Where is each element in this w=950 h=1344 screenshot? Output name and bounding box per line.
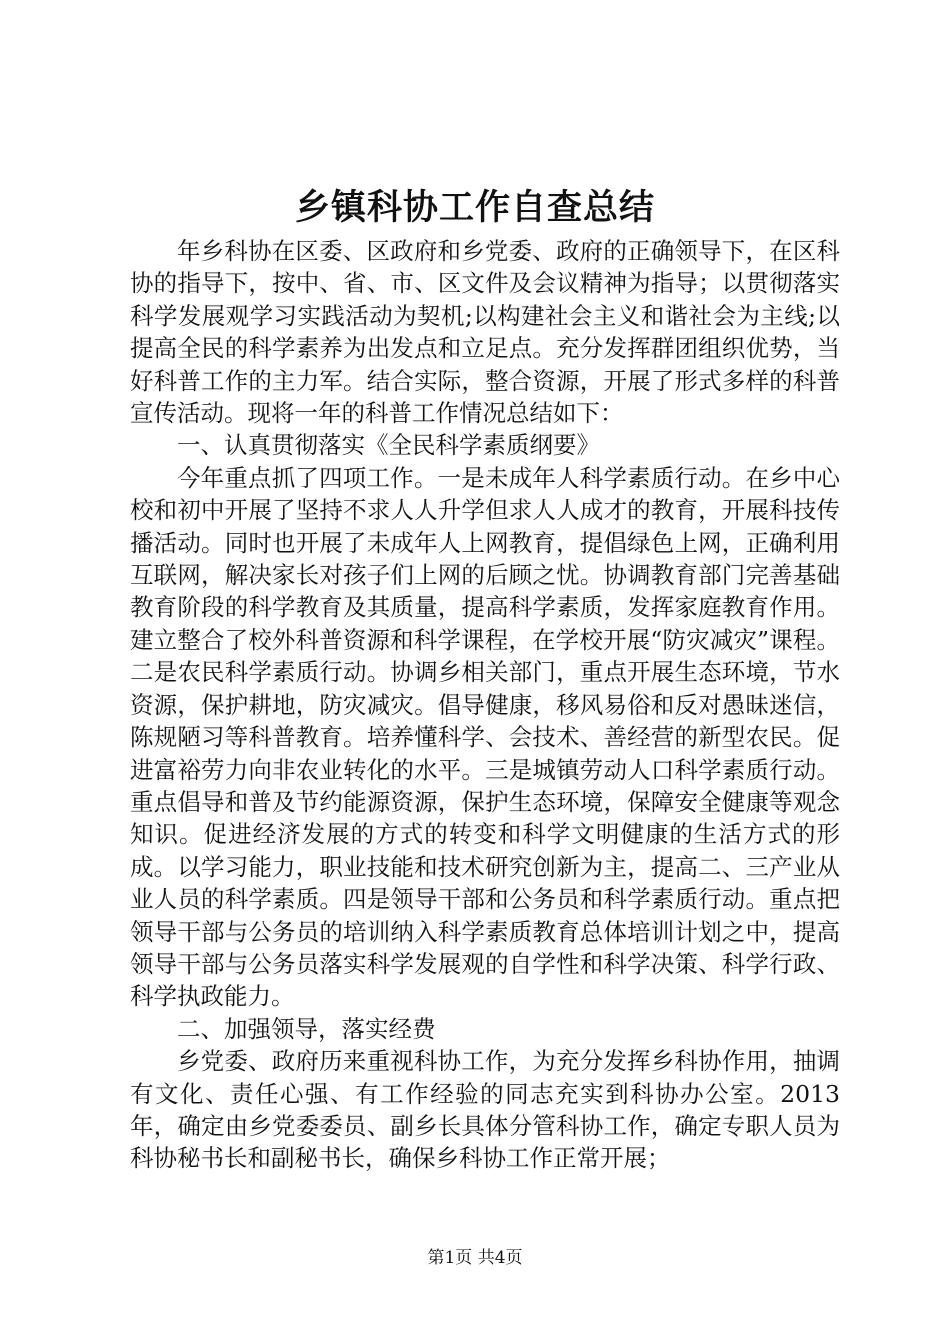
document-body	[130, 235, 840, 1175]
section-1-paragraph: 今年重点抓了四项工作。一是未成年人科学素质行动。在乡中心校和初中开展了坚持不求人人升学但求人人成才的教育，开展科技传播活动。同时也开展了未成年人上网教育，提倡绿色上网，正确利用互联网，解决家长对孩子们上网的后顾之忧。协调教育部门完善基础教育阶段的科学教育及其质量，提高科学素质，发挥家庭教育作用。建立整合了校外科普资源和科学课程，在学校开展“防灾减灾”课程。二是农民科学素质行动。协调乡相关部门，重点开展生态环境，节水资源，保护耕地，防灾减灾。倡导健康，移风易俗和反对愚昧迷信，陈规陋习等科普教育。培养懂科学、会技术、善经营的新型农民。促进富裕劳力向非农业转化的水平。三是城镇劳动人口科学素质行动。重点倡导和普及节约能源资源，保护生态环境，保障安全健康等观念知识。促进经济发展的方式的转变和科学文明健康的生活方式的形成。以学习能力，职业技能和技术研究创新为主，提高二、三产业从业人员的科学素质。四是领导干部和公务员和科学素质行动。重点把领导干部与公务员的培训纳入科学素质教育总体培训计划之中，提高领导干部与公务员落实科学发展观的自学性和科学决策、科学行政、科学执政能力。	[130, 463, 840, 1011]
section-heading-1: 一、认真贯彻落实《全民科学素质纲要》	[177, 431, 600, 460]
section-heading-2: 二、加强领导，落实经费	[177, 1014, 436, 1043]
page-footer: 第1页 共4页	[427, 1248, 523, 1268]
section-2-paragraph: 乡党委、政府历来重视科协工作，为充分发挥乡科协作用，抽调有文化、责任心强、有工作经验的同志充实到科协办公室。2013年，确定由乡党委委员、副乡长具体分管科协工作，确定专职人员为科协秘书长和副秘书长，确保乡科协工作正常开展；	[130, 1047, 840, 1173]
intro-paragraph: 年乡科协在区委、区政府和乡党委、政府的正确领导下，在区科协的指导下，按中、省、市、区文件及会议精神为指导；以贯彻落实科学发展观学习实践活动为契机;以构建社会主义和谐社会为主线;以提高全民的科学素养为出发点和立足点。充分发挥群团组织优势，当好科普工作的主力军。结合实际，整合资源，开展了形式多样的科普宣传活动。现将一年的科普工作情况总结如下：	[130, 237, 840, 428]
document-title: 乡镇科协工作自查总结	[294, 188, 655, 228]
